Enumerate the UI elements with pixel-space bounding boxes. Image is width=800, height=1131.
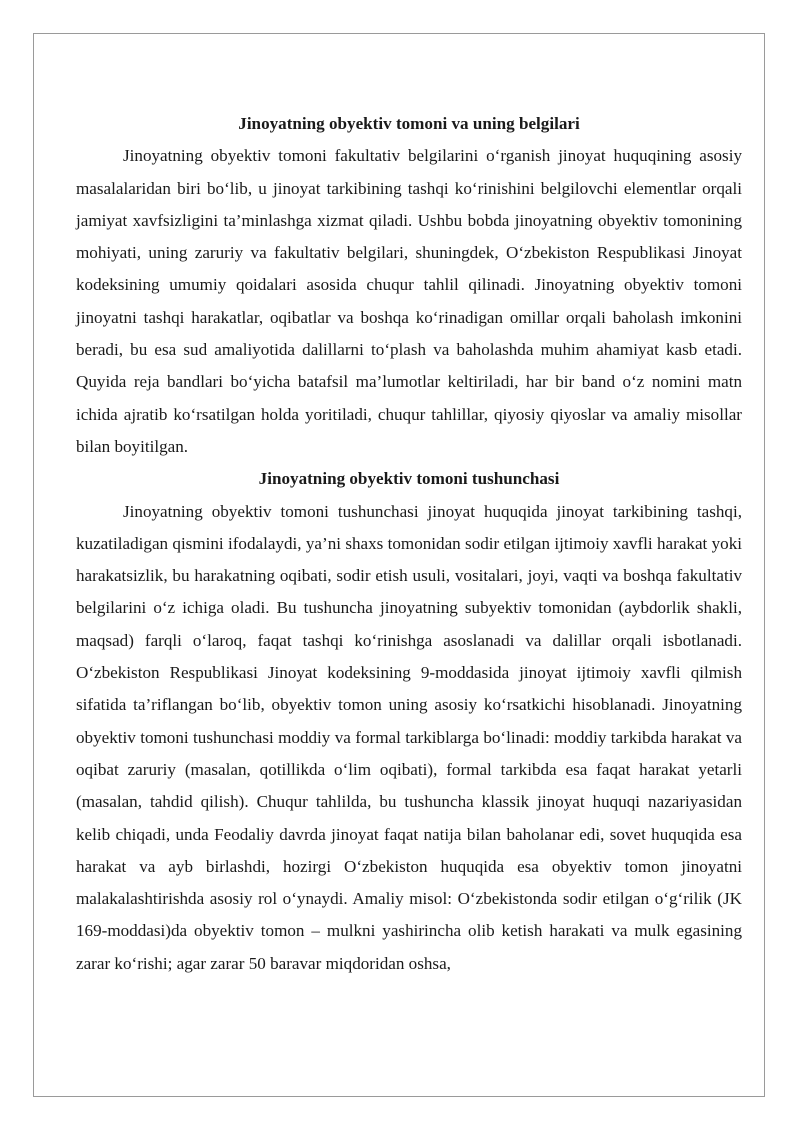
intro-paragraph: Jinoyatning obyektiv tomoni fakultativ belgilarini o‘rganish jinoyat huquqining asosiy masalalaridan biri bo‘lib, u jinoyat tarkibining tashqi ko‘rinishini belgilovchi elementlar orqali jamiyat xavfsizligini ta’minlashga xizmat qiladi. Ushbu bobda jinoyatning obyektiv tomonining mohiyati, uning zaruriy va fakultativ belgilari, shuningdek, O‘zbekiston Respublikasi Jinoyat kodeksining umumiy qoidalari asosida chuqur tahlil qilinadi. Jinoyatning obyektiv tomoni jinoyatni tashqi harakatlar, oqibatlar va boshqa ko‘rinadigan omillar orqali baholash imkonini beradi, bu esa sud amaliyotida dalillarni to‘plash va baholashda muhim ahamiyat kasb etadi. Quyida reja bandlari bo‘yicha batafsil ma’lumotlar keltiriladi, har bir band o‘z nomini matn ichida ajratib ko‘rsatilgan holda yoritiladi, chuqur tahlillar, qiyosiy qiyoslar va amaliy misollar bilan boyitilgan. [76, 146, 742, 456]
document-body [76, 108, 742, 980]
section-heading: Jinoyatning obyektiv tomoni tushunchasi [258, 469, 560, 489]
section-paragraph: Jinoyatning obyektiv tomoni tushunchasi jinoyat huquqida jinoyat tarkibining tashqi, kuzatiladigan qismini ifodalaydi, ya’ni shaxs tomonidan sodir etilgan ijtimoiy xavfli harakat yoki harakatsizlik, bu harakatning oqibati, sodir etish usuli, vositalari, joyi, vaqti va boshqa fakultativ belgilarini o‘z ichiga oladi. Bu tushuncha jinoyatning subyektiv tomonidan (aybdorlik shakli, maqsad) farqli o‘laroq, faqat tashqi ko‘rinishga asoslanadi va dalillar orqali isbotlanadi. O‘zbekiston Respublikasi Jinoyat kodeksining 9-moddasida jinoyat ijtimoiy xavfli qilmish sifatida ta’riflangan bo‘lib, obyektiv tomon uning asosiy ko‘rsatkichi hisoblanadi. Jinoyatning obyektiv tomoni tushunchasi moddiy va formal tarkiblarga bo‘linadi: moddiy tarkibda harakat va oqibat zaruriy (masalan, qotillikda o‘lim oqibati), formal tarkibda esa faqat harakat yetarli (masalan, tahdid qilish). Chuqur tahlilda, bu tushuncha klassik jinoyat huquqi nazariyasidan kelib chiqadi, unda Feodaliy davrda jinoyat faqat natija bilan baholanar edi, sovet huquqida esa harakat va ayb birlashdi, hozirgi O‘zbekiston huquqida esa obyektiv tomon jinoyatni malakalashtirishda asosiy rol o‘ynaydi. Amaliy misol: O‘zbekistonda sodir etilgan o‘g‘rilik (JK 169-moddasi)da obyektiv tomon – mulkni yashirincha olib ketish harakati va mulk egasining zarar ko‘rishi; agar zarar 50 baravar miqdoridan oshsa, [76, 501, 742, 973]
document-title: Jinoyatning obyektiv tomoni va uning belgilari [238, 114, 580, 133]
